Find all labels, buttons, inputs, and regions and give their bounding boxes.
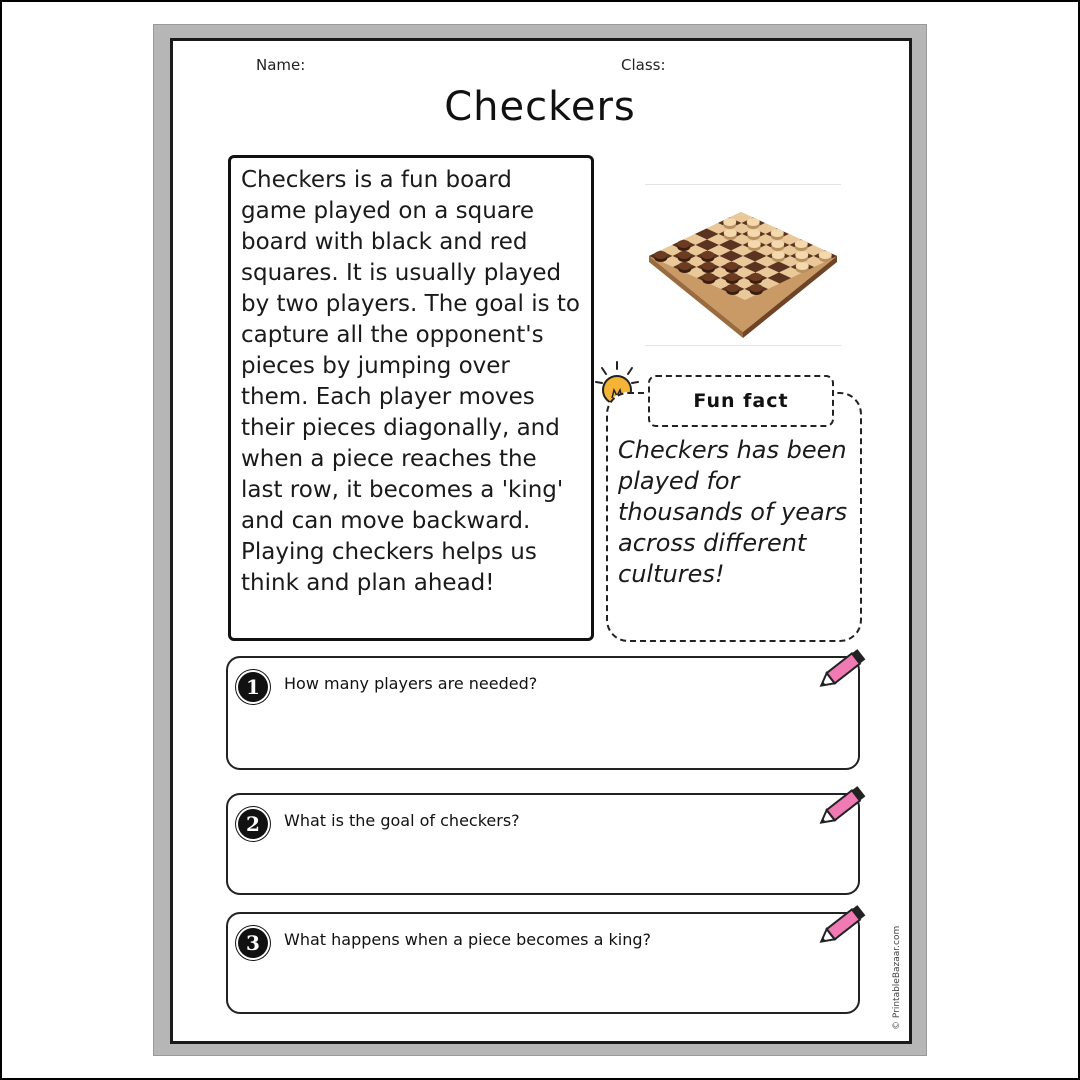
checker-piece	[771, 240, 784, 248]
pencil-icon	[814, 646, 870, 694]
checker-piece	[772, 251, 785, 259]
checkerboard-image	[645, 184, 841, 346]
passage-text: Checkers is a fun board game played on a square board with black and red squares. It is usually played by two players. The goal is to capture all the opponent's pieces by jumping over them. Each player moves their pieces diagonally, and when a piece reaches the last row, it becomes a 'king' and can move backward. Playing checkers helps us think and plan ahead!	[241, 167, 580, 596]
checker-piece	[702, 262, 715, 270]
question-text-3: What happens when a piece becomes a king?	[284, 930, 651, 949]
question-box-3[interactable]	[226, 912, 860, 1014]
question-number-2: 2	[238, 809, 268, 839]
checker-piece	[702, 273, 715, 281]
page-title: Checkers	[444, 84, 636, 130]
checker-piece	[725, 262, 738, 270]
checker-piece	[747, 229, 760, 237]
checker-piece	[723, 218, 736, 226]
checker-piece	[747, 218, 760, 226]
checker-piece	[654, 251, 667, 259]
checker-piece	[726, 273, 739, 281]
checker-piece	[750, 284, 763, 292]
copyright-text: © PrintableBazaar.com	[892, 925, 902, 1030]
pencil-icon	[814, 902, 870, 950]
pencil-icon	[814, 783, 870, 831]
fun-fact-text: Checkers has been played for thousands of years across different cultures!	[618, 436, 848, 588]
class-label: Class:	[621, 56, 666, 74]
question-text-2: What is the goal of checkers?	[284, 811, 520, 830]
question-box-2[interactable]	[226, 793, 860, 895]
name-label: Name:	[256, 56, 306, 74]
checker-piece	[678, 251, 691, 259]
checker-piece	[724, 229, 737, 237]
checker-piece	[819, 251, 832, 259]
checker-piece	[726, 284, 739, 292]
question-number-1: 1	[238, 672, 268, 702]
checker-piece	[796, 262, 809, 270]
checker-piece	[677, 240, 690, 248]
reading-passage	[228, 155, 594, 641]
checker-piece	[795, 240, 808, 248]
checkerboard-illustration	[645, 184, 841, 346]
checker-piece	[678, 262, 691, 270]
checker-piece	[795, 251, 808, 259]
checker-piece	[771, 229, 784, 237]
checker-piece	[701, 251, 714, 259]
question-number-3: 3	[238, 928, 268, 958]
fun-fact-title: Fun fact	[648, 375, 834, 427]
question-text-1: How many players are needed?	[284, 674, 538, 693]
checker-piece	[748, 240, 761, 248]
question-box-1[interactable]	[226, 656, 860, 770]
checker-piece	[749, 273, 762, 281]
